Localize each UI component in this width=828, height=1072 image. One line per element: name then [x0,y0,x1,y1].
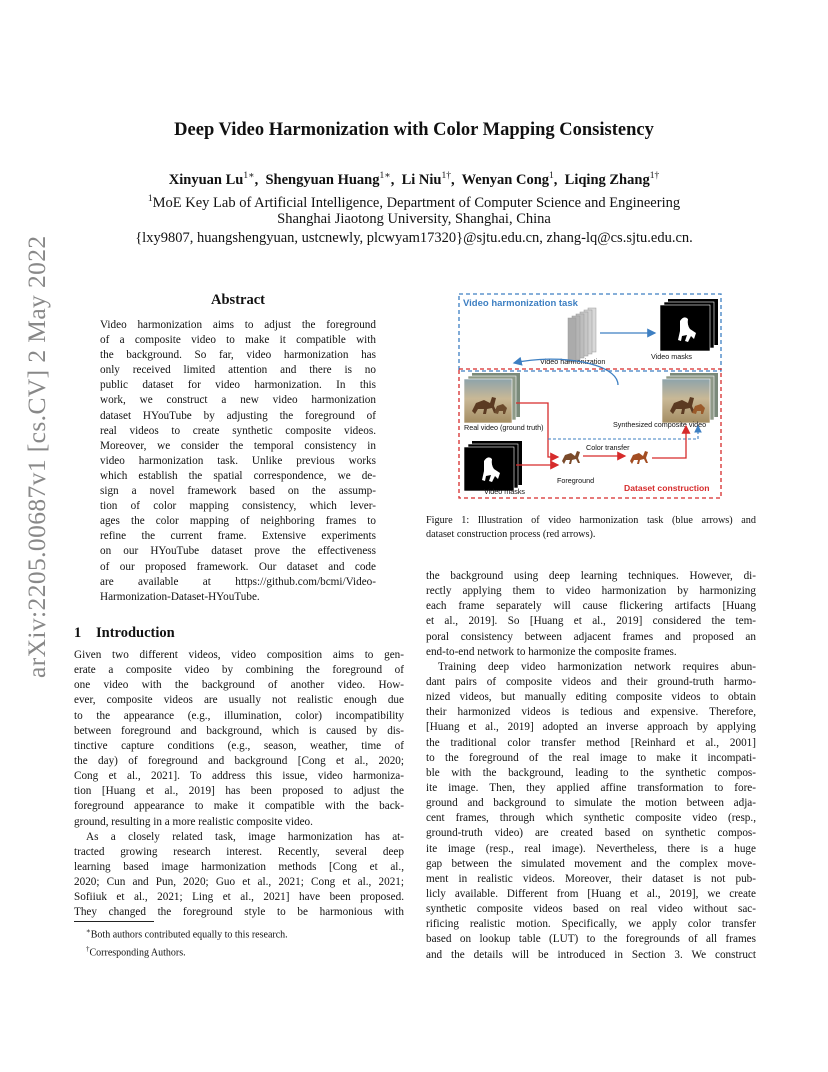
intro-right-line: ite image. Then, they applied affine transformation to fore- [426,781,756,794]
footnote-mark: † [86,945,90,954]
footnote-text: Both authors contributed equally to this research. [90,929,288,941]
abstract-line: refine the current frame. Extensive experiments [100,530,376,543]
intro-right-line: each frame separately will cause flickering artifacts [Huang [426,600,756,613]
author-emails: {lxy9807, huangshengyuan, ustcnewly, plcwyam17320}@sjtu.edu.cn, zhang-lq@cs.sjtu.edu.cn. [135,230,693,246]
video-masks-bottom-label: Video masks [484,487,526,496]
video-masks-top-label: Video masks [651,352,693,361]
figure-diagram [458,293,724,501]
intro-right-line: ment in realistic videos. Moreover, their dataset is not pub- [426,872,756,885]
affiliation [0,191,828,227]
abstract-line: Harmonization-Dataset-HYouTube. [100,590,260,603]
section-title: Introduction [96,625,175,641]
intro-left-line: ground, resulting in a more realistic composite video. [74,815,313,828]
footnote [86,942,406,960]
dataset-construction-label: Dataset construction [624,483,710,493]
intro-right-line: the traditional color transfer method [Reinhard et al., 2001] [426,736,756,749]
intro-right-line: and the details will be introduced in Section 3. We construct [426,948,756,961]
video-harmonization-label: Video harmonization [540,357,606,366]
abstract-line: tion of color mapping consistency, which lever- [100,500,376,513]
abstract-line: public dataset for video harmonization. In this [100,379,376,392]
intro-left-line: Sofiiuk et al., 2021; Ling et al., 2021] have been proposed. [74,891,404,904]
intro-left-line: learning based image harmonization methods [Cong et al., [74,860,404,873]
intro-right-line: rectly applying them to video harmonization by harmonizing [426,585,756,598]
abstract-line: ages the color mapping of neighboring frames to [100,515,376,528]
intro-right-line: ground and background to simulate the motion between adja- [426,797,756,810]
author-name: Liqing Zhang [564,171,650,188]
abstract-body [100,318,376,605]
arxiv-stamp: arXiv:2205.00687v1 [cs.CV] 2 May 2022 [22,235,51,678]
footnote [86,924,406,942]
author-name: Shengyuan Huang [265,171,380,188]
intro-left-line: Cong et al., 2021]. To address this issue, video harmoniza- [74,770,404,783]
intro-left-line: erate a composite video by combining the foreground of [74,664,404,677]
abstract-line: on our HYouTube dataset prove the effectiveness [100,545,376,558]
real-video-icon [464,373,520,423]
video-masks-top-icon [660,299,718,351]
synthesized-video-icon [662,373,718,423]
task-label: Video harmonization task [463,298,578,309]
intro-left-line: tracted growing research interest. Recently, several deep [74,845,404,858]
intro-right-line: nized videos, but manually editing composite videos to obtain [426,691,756,704]
abstract-line: Moreover, we consider the temporal consistency in [100,439,376,452]
abstract-line: Video harmonization aims to adjust the foreground [100,319,376,331]
intro-right-line: ble with the background, leading to the synthetic compos- [426,766,756,779]
affiliation-line: Shanghai Jiaotong University, Shanghai, China [277,210,551,227]
intro-left-line: They changed the foreground style to be harmonious with [74,906,404,919]
video-frames-stack-icon [568,308,596,362]
author-mark: 1∗ [379,171,391,181]
intro-right-line: end-to-end network to harmonize the composite frames. [426,645,677,658]
abstract-line: only received limited attention and there is no [100,364,376,377]
intro-right-line: their harmonized videos is tedious and expensive. Therefore, [426,706,756,719]
affiliation-mark: 1 [147,194,153,204]
abstract-line: which establish the spatial correspondence, we de- [100,469,376,482]
abstract-heading: Abstract [211,292,265,308]
intro-right-line: poral consistency between adjacent frames and proposed an [426,630,756,643]
abstract-line: of a composite video to make it compatible with [100,334,376,347]
intro-right-line: based on lookup table (LUT) to the foregrounds of all frames [426,933,756,946]
right-column-text [426,569,756,963]
intro-right-line: cent frames, through which synthetic composite video (resp., [426,812,756,825]
affiliation-line: MoE Key Lab of Artificial Intelligence, Department of Computer Science and Engineering [152,194,681,211]
synthesized-label: Synthesized composite video [613,420,707,429]
intro-left-line: As a closely related task, image harmonization has at- [86,830,404,843]
author-name: Wenyan Cong [461,171,550,188]
footnote-text: Corresponding Authors. [89,947,186,959]
intro-left-line: Given two different videos, video composition aims to gen- [74,649,404,661]
author-mark: 1∗ [243,171,255,181]
intro-right-line: to the foreground of the real image to make it incompati- [426,751,756,764]
intro-left-line: to the appearance (e.g., illumination, color) incompatibility [74,709,404,722]
abstract-line: dataset HYouTube by adjusting the foreground of [100,409,376,422]
author-mark: 1† [441,171,451,181]
author-name: Xinyuan Lu [168,171,244,188]
footnote-rule [74,921,154,922]
caption-line: dataset construction process (red arrows). [426,529,596,540]
footnote-mark: ∗ [86,927,91,935]
author-mark: 1† [649,171,660,181]
intro-right-line: ground-truth video) are created based on synthetic compos- [426,827,756,840]
author-name: Li Niu [401,171,442,188]
intro-right-line: dant pairs of composite videos and their ground-truth harmo- [426,675,756,688]
foreground-right-icon [630,451,648,464]
video-masks-bottom-icon [464,441,522,491]
foreground-left-icon [562,451,580,464]
intro-right-line: et al., 2019]. So [Huang et al., 2019] considered the tem- [426,615,756,628]
intro-left-line: between foreground and background, which is caused by dis- [74,724,404,737]
intro-right-line: rificing realistic motion. Specifically, we apply color transfer [426,918,756,931]
caption-line: Figure 1: Illustration of video harmonization task (blue arrows) and [426,515,756,526]
intro-left-line: one video with the background of another video. How- [74,679,404,692]
intro-right-line: synthetic composite videos based on real video without sac- [426,903,756,916]
abstract-line: the background. So far, video harmonization has [100,349,376,362]
abstract-line: video harmonization task. Unlike previous works [100,454,376,467]
intro-right-line: ite image (resp., real image). Nevertheless, there is a huge [426,842,756,855]
intro-left-line: 2020; Cun and Pun, 2020; Guo et al., 2021; Cong et al., 2021; [74,876,404,889]
footnotes [86,924,406,961]
intro-left-line: foreground appearance to make it compatible with the back- [74,800,404,813]
section-heading [74,624,404,642]
abstract-line: are available at https://github.com/bcmi/Video- [100,575,376,588]
left-column-text [74,648,404,921]
intro-left-line: the day) of foreground and background [Cong et al., 2020; [74,754,404,767]
intro-left-line: ever, composite videos are usually not realistic enough due [74,694,404,707]
intro-right-line: the background using deep learning techniques. However, di- [426,570,756,582]
figure-caption [426,514,756,542]
intro-right-line: [Huang et al., 2019] adopted an inverse approach by applying [426,721,756,734]
author-list: Xinyuan $Lu^{1∗}$, Shengyuan Huang$^{1∗}$, Li Niu$^{1\dagger}$, Wenyan Cong$^1$, Liqing Zhang$^{1\dagger}$ [168,171,660,188]
color-transfer-label: Color transfer [586,443,630,452]
intro-right-line: licly available. Different from [Huang et al., 2019], we create [426,887,756,900]
figure-1 [458,293,724,501]
abstract-line: real videos to create synthetic composite videos. [100,424,376,437]
real-video-label: Real video (ground truth) [464,423,544,432]
intro-left-line: tinctive capture conditions (e.g., season, weather, time of [74,739,404,752]
intro-right-line: Training deep video harmonization network requires abun- [438,660,756,673]
abstract-line: work, we construct a new video harmonization [100,394,376,407]
abstract-line: sign a novel framework based on the assump- [100,485,376,498]
intro-right-line: gap between the simulated movement and the complex move- [426,857,756,870]
section-number: 1 [74,625,82,641]
author-mark: 1 [549,171,554,181]
foreground-label: Foreground [557,476,595,485]
intro-left-line: tion [Huang et al., 2019] has been proposed to adjust the [74,785,404,798]
abstract-line: of our proposed framework. Our dataset and code [100,560,376,573]
paper-title: Deep Video Harmonization with Color Mapping Consistency [174,120,654,140]
